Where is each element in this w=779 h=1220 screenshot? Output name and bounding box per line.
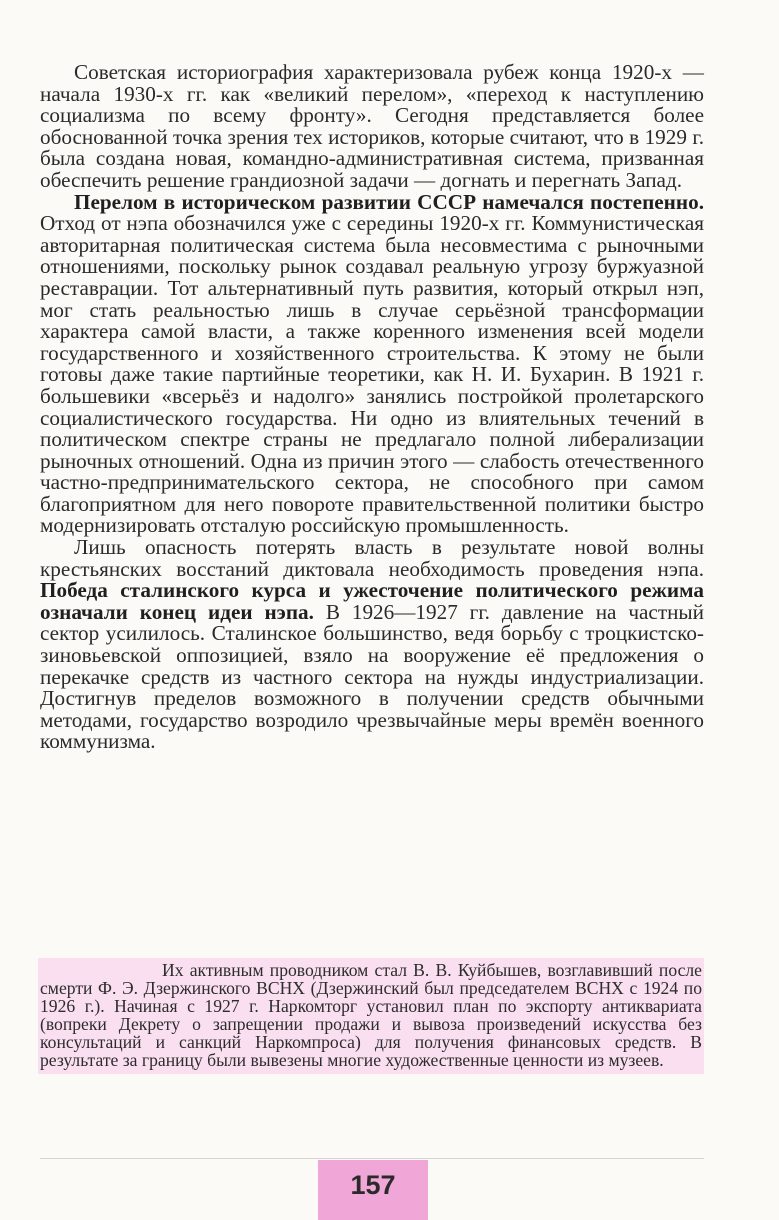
bold-heading-stalin-course: Победа сталинского курса и ужесточение политического режима означали конец идеи нэпа. [40,578,704,624]
main-text [40,62,704,753]
page-number-tab [318,1160,428,1220]
side-note-text: Их активным проводником стал В. В. Куйбышев, возглавивший после смерти Ф. Э. Дзержинского ВСНХ (Дзержинский был председателем ВСНХ с 1924 по 1926 г.). Начиная с 1927 г. Наркомторг установил план по экспорту антиквариата (вопреки Декрету о запрещении продажи и вывоза произведений искусства без консультаций и санкций Наркомпроса) для получения финансовых средств. В результате за границу были вывезены многие художественные ценности из музеев. [40,960,702,1071]
paragraph-historiography-text: Советская историография характеризовала рубеж конца 1920-х — начала 1930-х гг. как «великий перелом», «переход к наступлению социализма по всему фронту». Сегодня представляется более обоснованной точка зрения тех историков, которые считают, что в 1929 г. была создана новая, командно-административная система, призванная обеспечить решение грандиозной задачи — догнать и перегнать Запад. [40,60,704,192]
paragraph-stalin-course-text-2: В 1926—1927 гг. давление на частный сектор усилилось. Сталинское большинство, ведя борьбу с троцкистско-зиновьевской оппозицией, взяло на вооружение её предложения о перекачке средств из частного сектора на нужды индустриализации. Достигнув пределов возможного в получении средств обычными методами, государство возродило чрезвычайные меры времён военного коммунизма. [40,599,704,754]
bold-heading-turning-point: Перелом в историческом развитии СССР намечался постепенно. [74,189,704,214]
paragraph-stalin-course-text-1: Лишь опасность потерять власть в результате новой волны крестьянских восстаний диктовала необходимость проведения нэпа. [40,535,704,581]
footer-divider [40,1158,704,1159]
page-number: 157 [350,1170,396,1200]
paragraph-stalin-course [40,537,704,753]
side-note-box [38,958,704,1074]
paragraph-turning-point-text: Отход от нэпа обозначился уже с середины 1920-х гг. Коммунистическая авторитарная политическая система была несовместима с рыночными отношениями, поскольку рынок создавал реальную угрозу буржуазной реставрации. Тот альтернативный путь развития, который открыл нэп, мог стать реальностью лишь в случае серьёзной трансформации характера самой власти, а также коренного изменения всей модели государственного и хозяйственного строительства. К этому не были готовы даже такие партийные теоретики, как Н. И. Бухарин. В 1921 г. большевики «всерьёз и надолго» занялись постройкой пролетарского социалистического государства. Ни одно из влиятельных течений в политическом спектре страны не предлагало полной либерализации рыночных отношений. Одна из причин этого — слабость отечественного частно-предпринимательского сектора, не способного при самом благоприятном для него повороте правительственной политики быстро модернизировать отсталую российскую промышленность. [40,211,704,538]
paragraph-turning-point [40,189,704,538]
paragraph-historiography [40,62,704,192]
